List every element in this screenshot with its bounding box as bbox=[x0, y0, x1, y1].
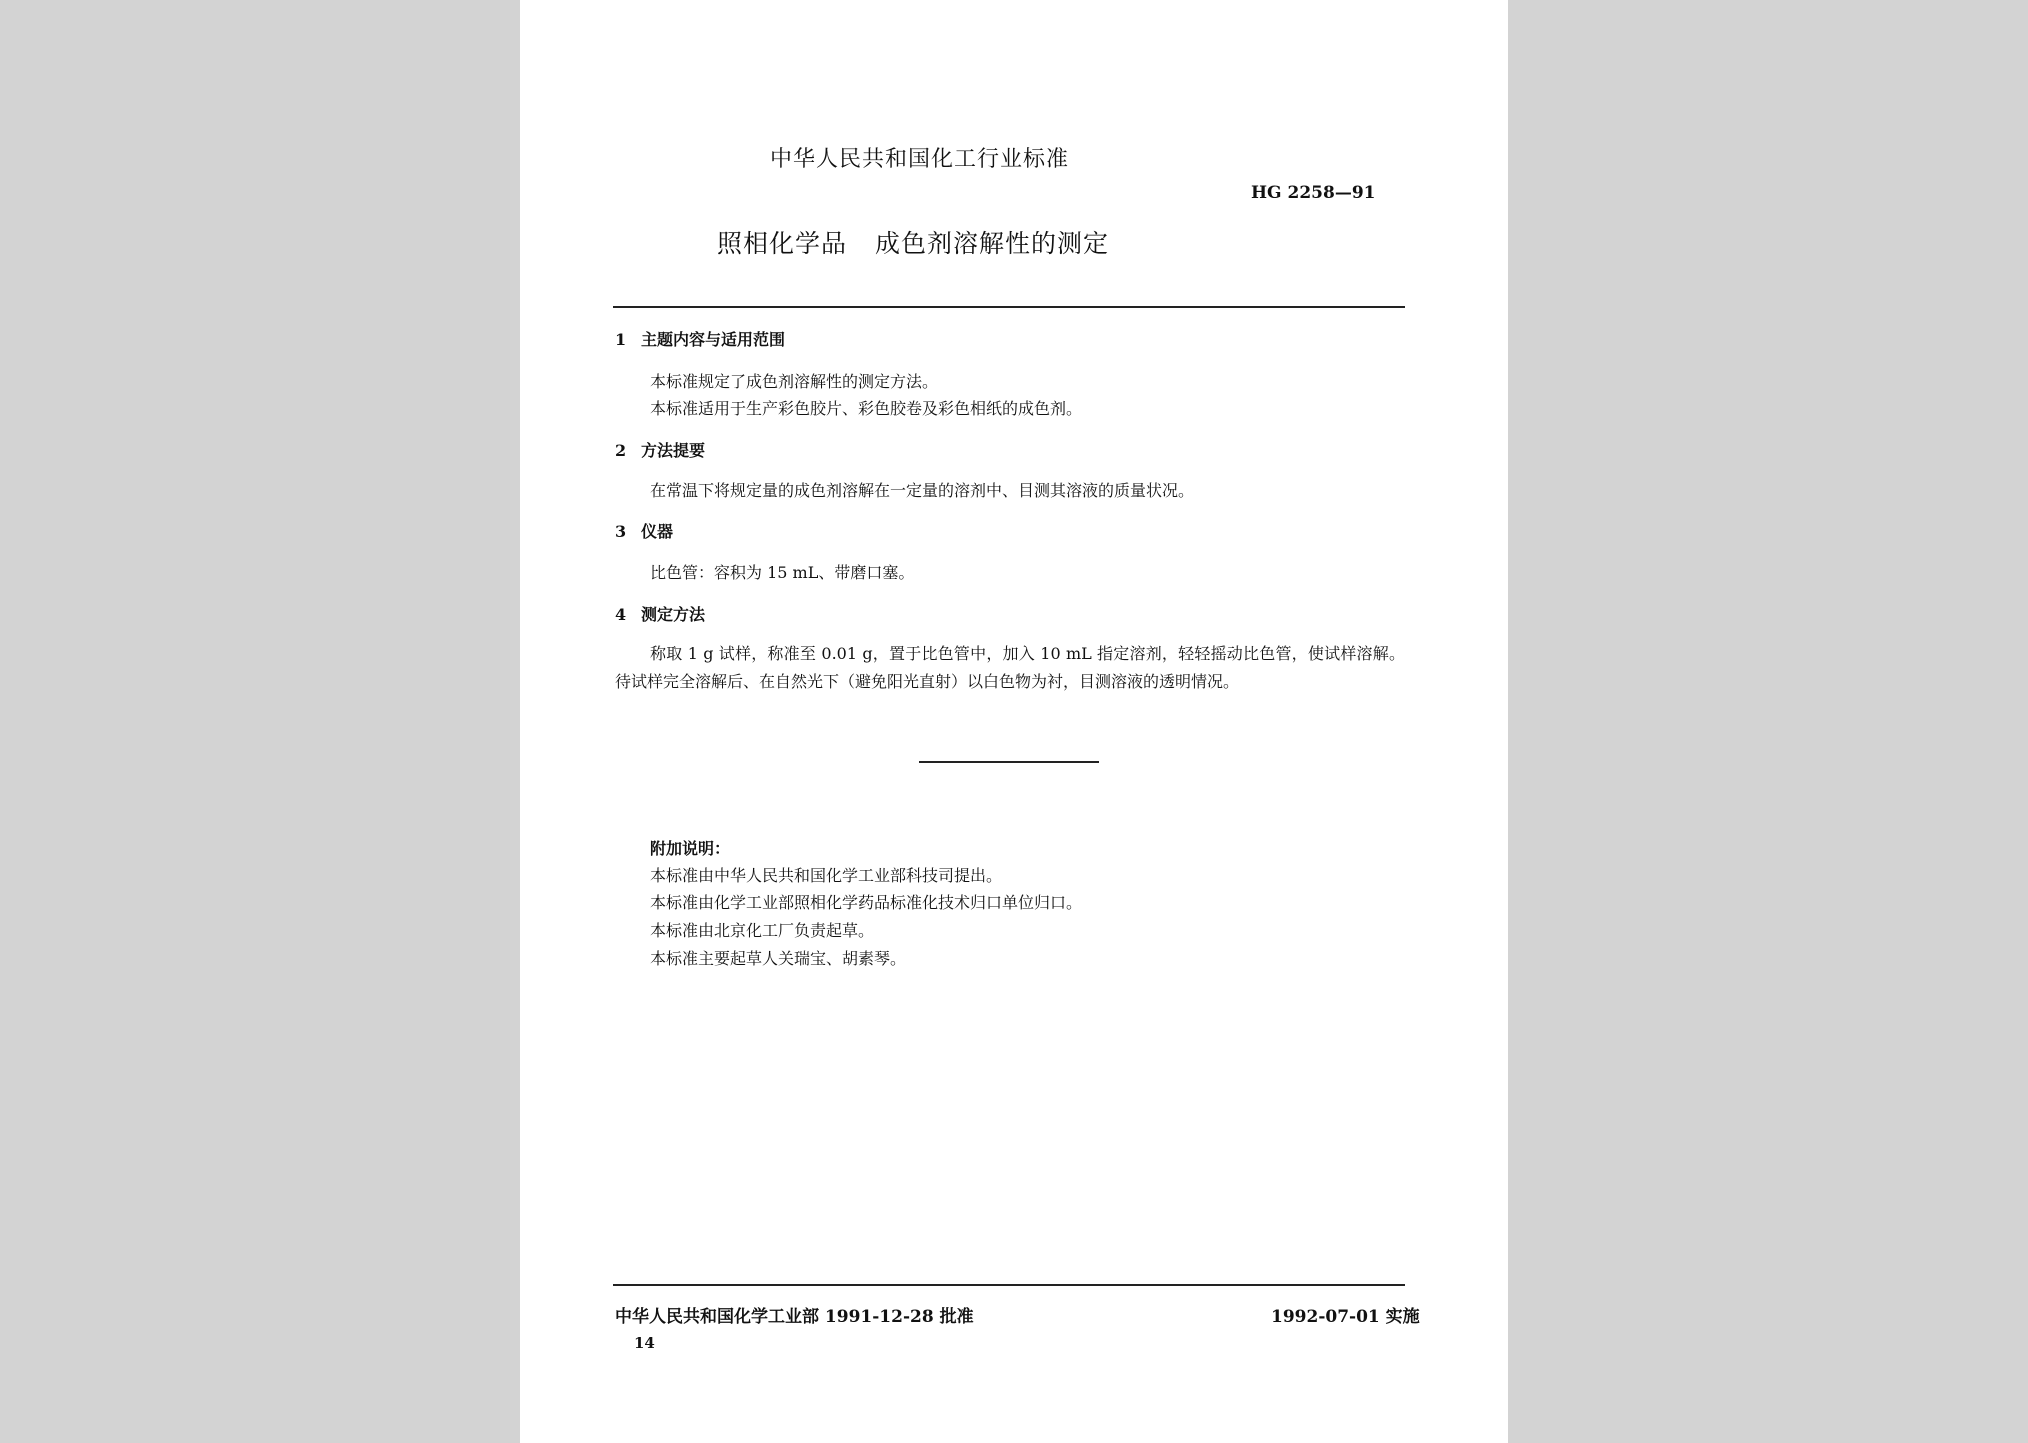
notes-heading: 附加说明： bbox=[650, 839, 731, 858]
section-title: 方法提要 bbox=[641, 441, 706, 460]
section-title: 仪器 bbox=[641, 522, 674, 541]
end-divider bbox=[919, 761, 1099, 763]
section-4-paragraph-1: 称取 1 g 试样，称准至 0.01 g，置于比色管中，加入 10 mL 指定溶剂，轻轻摇动比色管，使试样溶解。待试样完全溶解后、在自然光下（避免阳光直射）以白色物为衬，目测溶液的透明情况。 bbox=[615, 644, 1405, 691]
section-2-paragraph-1: 在常温下将规定量的成色剂溶解在一定量的溶剂中、目测其溶液的质量状况。 bbox=[650, 481, 1195, 500]
section-title: 主题内容与适用范围 bbox=[641, 330, 786, 349]
section-number: 3 bbox=[615, 522, 627, 541]
section-number: 4 bbox=[615, 605, 627, 624]
document-title bbox=[717, 224, 1109, 260]
page-number: 14 bbox=[634, 1334, 655, 1352]
section-number: 2 bbox=[615, 441, 627, 460]
section-number: 1 bbox=[615, 330, 627, 349]
bottom-divider bbox=[613, 1284, 1405, 1286]
document-page bbox=[520, 0, 1508, 1443]
section-2-heading bbox=[615, 438, 705, 461]
note-line-3: 本标准由北京化工厂负责起草。 bbox=[650, 921, 875, 940]
note-line-2: 本标准由化学工业部照相化学药品标准化技术归口单位归口。 bbox=[650, 893, 1083, 912]
section-4-heading bbox=[615, 602, 705, 625]
section-1-paragraph-2: 本标准适用于生产彩色胶片、彩色胶卷及彩色相纸的成色剂。 bbox=[650, 399, 1083, 418]
section-1-heading bbox=[615, 327, 785, 350]
note-line-4: 本标准主要起草人关瑞宝、胡素琴。 bbox=[650, 949, 907, 968]
section-3-heading bbox=[615, 519, 673, 542]
standard-code: HG 2258—91 bbox=[1251, 183, 1376, 203]
section-title: 测定方法 bbox=[641, 605, 706, 624]
title-part-2: 成色剂溶解性的测定 bbox=[875, 229, 1110, 258]
top-divider bbox=[613, 306, 1405, 308]
implementation-date: 1992-07-01 实施 bbox=[1271, 1307, 1420, 1327]
title-part-1: 照相化学品 bbox=[717, 229, 848, 258]
issuing-authority: 中华人民共和国化工行业标准 bbox=[770, 147, 1070, 172]
note-line-1: 本标准由中华人民共和国化学工业部科技司提出。 bbox=[650, 866, 1003, 885]
section-3-paragraph-1: 比色管：容积为 15 mL、带磨口塞。 bbox=[650, 563, 915, 582]
approval-statement: 中华人民共和国化学工业部 1991-12-28 批准 bbox=[615, 1307, 974, 1327]
section-1-paragraph-1: 本标准规定了成色剂溶解性的测定方法。 bbox=[650, 372, 939, 391]
